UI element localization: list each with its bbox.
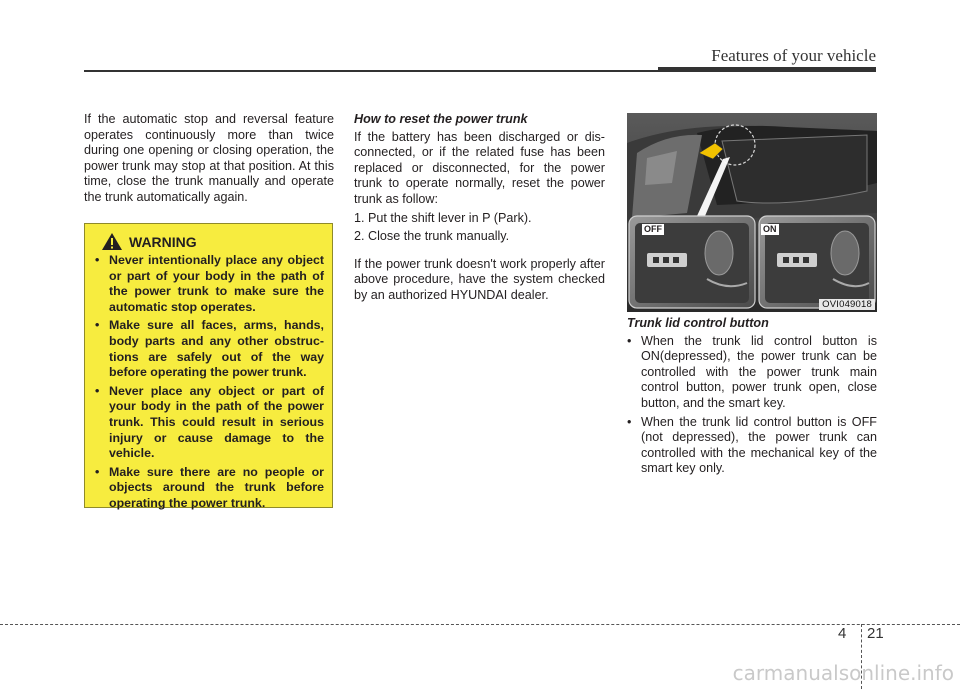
page-header-title: Features of your vehicle: [711, 46, 876, 65]
watermark-text: carmanualsonline.info: [732, 661, 954, 685]
header-rule-accent: [658, 67, 876, 72]
reset-step-1: 1. Put the shift lever in P (Park).: [354, 210, 532, 225]
trunk-lid-heading: Trunk lid control button: [627, 316, 769, 330]
warning-item: • Never intentionally place any object or part of your body in the path of the power trunk to make sure the automatic stop operates.: [95, 253, 324, 315]
chapter-number: 4: [838, 625, 847, 642]
column-left: [84, 112, 334, 206]
warning-box: [84, 223, 333, 508]
column-right: [627, 316, 877, 480]
trunk-lid-photo-illustration: [627, 113, 877, 312]
trunk-button-figure: [627, 113, 877, 312]
column-middle: [354, 112, 605, 304]
trunk-lid-item: • When the trunk lid control button is OFF (not depressed), the power trunk can controlled with the mechanical key of the smart key only.: [627, 415, 877, 477]
warning-list: [95, 253, 324, 512]
warning-triangle-icon: [101, 232, 123, 251]
trunk-lid-item: • When the trunk lid control button is ON(depressed), the power trunk can be controlled with the power trunk main control button, power trunk open, close button, and the smart key.: [627, 334, 877, 412]
warning-item: • Never place any object or part of your body in the path of the power trunk. This could result in serious injury or cause damage to the vehicle.: [95, 384, 324, 462]
warning-title: WARNING: [129, 233, 197, 250]
page-number: 21: [867, 625, 884, 642]
reset-note: If the power trunk doesn't work properly after above procedure, have the system checked by an authorized HYUNDAI dealer.: [354, 256, 605, 302]
on-label: ON: [763, 224, 777, 234]
off-label: OFF: [644, 224, 662, 234]
reset-intro: If the battery has been discharged or dis-connected, or if the related fuse has been replaced or disconnected, for the power trunk to operate normally, reset the power trunk as follow:: [354, 129, 605, 206]
figure-code: OVI049018: [819, 299, 875, 310]
intro-paragraph: If the automatic stop and reversal feature operates continuously more than twice during one opening or closing operation, the power trunk may stop at that position. At this time, close the trunk manually and operate the trunk automatically again.: [84, 112, 334, 204]
reset-heading: How to reset the power trunk: [354, 112, 528, 126]
warning-header: [95, 232, 324, 251]
warning-item: • Make sure all faces, arms, hands, body parts and any other obstruc-tions are safely out of the way before operating the power trunk.: [95, 318, 324, 380]
footer-rule: [0, 624, 960, 625]
warning-item: • Make sure there are no people or objects around the trunk before operating the power trunk.: [95, 465, 324, 512]
reset-step-2: 2. Close the trunk manually.: [354, 229, 510, 244]
trunk-lid-list: [627, 334, 877, 477]
